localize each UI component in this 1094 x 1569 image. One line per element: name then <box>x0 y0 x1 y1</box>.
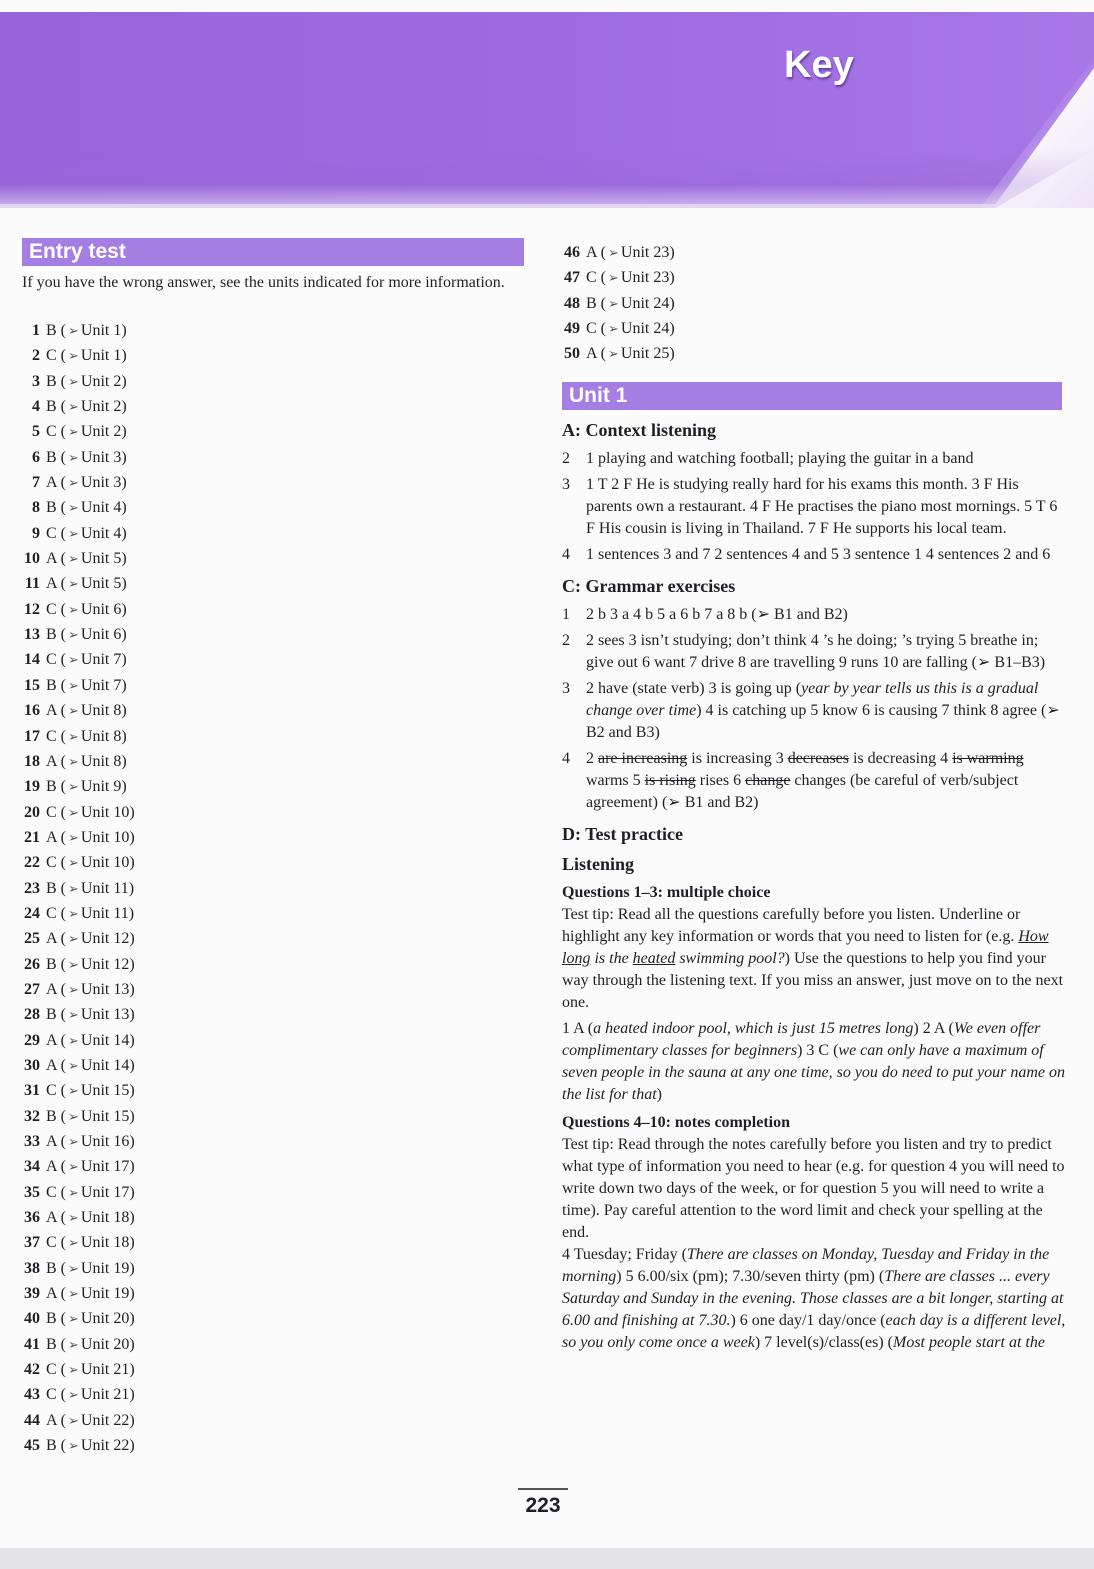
unit-reference: Unit 1 <box>80 322 122 339</box>
unit-reference: Unit 19 <box>80 1259 130 1277</box>
list-item: 3 1 T 2 F He is studying really hard for his exams this month. 3 F His parents own a restaurant. 4 F He practises the piano most mornings. 5 T 6 F His cousin is living in Thailand. 7 F He supports his local team. <box>562 476 1058 537</box>
questions-4-10-heading: Questions 4–10: notes completion <box>562 1114 790 1131</box>
answer-row: 37 C ( ➢ Unit 18) <box>0 1230 300 1255</box>
answer-letter: B <box>46 879 57 897</box>
question-number: 6 <box>32 448 40 466</box>
pointer-icon: ➢ <box>68 475 79 491</box>
answer-letter: C <box>46 524 57 542</box>
unit-reference: Unit 17 <box>80 1158 130 1176</box>
unit-reference: Unit 15 <box>80 1082 130 1100</box>
answer-letter: C <box>46 347 57 365</box>
pointer-icon: ➢ <box>68 753 79 769</box>
unit-reference: Unit 6 <box>80 600 122 618</box>
unit-reference: Unit 18 <box>80 1209 130 1227</box>
question-number: 32 <box>24 1107 40 1125</box>
answer-letter: C <box>46 1386 57 1404</box>
answer-letter: C <box>46 423 57 441</box>
unit-reference: Unit 2 <box>80 398 122 416</box>
question-number: 1 <box>32 322 40 339</box>
answer-letter: A <box>46 752 57 770</box>
pointer-icon: ➢ <box>68 956 79 972</box>
answer-letter: B <box>46 1437 57 1455</box>
answer-letter: C <box>46 651 57 669</box>
answer-row: 29 A ( ➢ Unit 14) <box>0 1028 300 1053</box>
unit-reference: Unit 22 <box>80 1437 130 1455</box>
question-number: 29 <box>24 1031 40 1049</box>
question-number: 46 <box>564 244 580 261</box>
question-number: 28 <box>24 1006 40 1024</box>
answer-row: 28 B ( ➢ Unit 13) <box>0 1002 300 1027</box>
answer-letter: C <box>586 269 597 287</box>
unit-reference: Unit 21 <box>80 1386 130 1404</box>
pointer-icon: ➢ <box>68 981 79 997</box>
answer-letter: A <box>46 550 57 568</box>
unit-reference: Unit 9 <box>80 778 122 796</box>
pointer-icon: ➢ <box>68 1007 79 1023</box>
pointer-icon: ➢ <box>68 551 79 567</box>
answer-letter: A <box>46 1133 57 1150</box>
pointer-icon: ➢ <box>68 1412 79 1428</box>
unit-reference: Unit 18 <box>80 1234 130 1252</box>
unit-reference: Unit 8 <box>80 727 122 745</box>
answer-row: 17 C ( ➢ Unit 8) <box>0 724 300 749</box>
answer-row: 10 A ( ➢ Unit 5) <box>0 546 300 571</box>
unit-reference: Unit 8 <box>80 702 122 720</box>
question-number: 43 <box>24 1386 40 1404</box>
answer-letter: A <box>586 345 597 363</box>
pointer-icon: ➢ <box>68 1336 79 1352</box>
pointer-icon: ➢ <box>68 1159 79 1175</box>
unit-reference: Unit 2 <box>80 423 122 441</box>
question-number: 23 <box>24 879 40 897</box>
question-number: 50 <box>564 345 580 363</box>
answer-row: 46 A ( ➢ Unit 23) <box>548 240 848 265</box>
answer-row: 14 C ( ➢ Unit 7) <box>0 647 300 672</box>
pointer-icon: ➢ <box>68 1387 79 1403</box>
answer-letter: C <box>46 727 57 745</box>
answer-row: 13 B ( ➢ Unit 6) <box>0 622 300 647</box>
answer-letter: A <box>46 980 57 998</box>
answer-letter: B <box>46 778 57 796</box>
question-number: 24 <box>24 904 40 922</box>
question-number: 20 <box>24 803 40 821</box>
answer-row: 31 C ( ➢ Unit 15) <box>0 1078 300 1103</box>
question-number: 26 <box>24 955 40 973</box>
question-number: 27 <box>24 980 40 998</box>
entry-test-answers-right <box>548 240 848 367</box>
pointer-icon: ➢ <box>68 627 79 643</box>
unit-reference: Unit 11 <box>80 904 129 922</box>
unit-1-heading: Unit 1 <box>562 382 1062 410</box>
answer-row: 30 A ( ➢ Unit 14) <box>0 1053 300 1078</box>
pointer-icon: ➢ <box>68 804 79 820</box>
unit-reference: Unit 24 <box>620 294 670 312</box>
answer-letter: A <box>46 1411 57 1429</box>
unit-reference: Unit 19 <box>80 1285 130 1303</box>
question-number: 15 <box>24 676 40 694</box>
pointer-icon: ➢ <box>68 348 79 364</box>
unit-reference: Unit 11 <box>80 879 129 897</box>
question-number: 19 <box>24 778 40 796</box>
answer-letter: B <box>46 676 57 694</box>
unit-reference: Unit 4 <box>80 524 122 542</box>
pointer-icon: ➢ <box>608 295 619 311</box>
answer-letter: B <box>46 1006 57 1024</box>
answer-letter: B <box>586 294 597 312</box>
answer-row: 35 C ( ➢ Unit 17) <box>0 1180 300 1205</box>
question-number: 30 <box>24 1056 40 1074</box>
answer-letter: A <box>46 1285 57 1303</box>
list-item: 2 1 playing and watching football; playing the guitar in a band <box>562 450 974 467</box>
question-number: 4 <box>32 398 40 416</box>
answers-4-7: 4 Tuesday; Friday (There are classes on Monday, Tuesday and Friday in the morning) 5 6.00/six (pm); 7.30/seven thirty (pm) (There are classes ... every Saturday and Sunday in the evening. Those classes are a bit longer, starting at 6.00 and finishing at 7.30.) 6 one day/1 day/once (each day is a different level, so you only come once a week) 7 level(s)/class(es) (Most people start at the <box>562 1246 1066 1351</box>
answer-row: 8 B ( ➢ Unit 4) <box>0 495 300 520</box>
question-number: 49 <box>564 320 580 338</box>
pointer-icon: ➢ <box>68 1134 79 1149</box>
unit-reference: Unit 22 <box>80 1411 130 1429</box>
unit-reference: Unit 16 <box>80 1133 130 1150</box>
list-item: 3 2 have (state verb) 3 is going up (year by year tells us this is a gradual change over time) 4 is catching up 5 know 6 is causing 7 think 8 agree (➢ B2 and B3) <box>562 680 1060 741</box>
answer-letter: A <box>46 702 57 720</box>
question-number: 17 <box>24 727 40 745</box>
answer-row: 36 A ( ➢ Unit 18) <box>0 1205 300 1230</box>
unit-reference: Unit 7 <box>80 676 122 694</box>
answer-letter: A <box>46 474 57 492</box>
answer-letter: A <box>46 1031 57 1049</box>
answer-row: 39 A ( ➢ Unit 19) <box>0 1281 300 1306</box>
answer-row: 22 C ( ➢ Unit 10) <box>0 850 300 875</box>
pointer-icon: ➢ <box>68 652 79 668</box>
unit-reference: Unit 10 <box>80 854 130 872</box>
pointer-icon: ➢ <box>608 245 619 260</box>
pointer-icon: ➢ <box>68 373 79 389</box>
question-number: 10 <box>24 550 40 568</box>
pointer-icon: ➢ <box>68 905 79 921</box>
entry-test-answers-left <box>0 318 300 1458</box>
answer-row: 16 A ( ➢ Unit 8) <box>0 698 300 723</box>
entry-test-heading: Entry test <box>22 238 524 266</box>
answer-row: 19 B ( ➢ Unit 9) <box>0 774 300 799</box>
question-number: 39 <box>24 1285 40 1303</box>
question-number: 31 <box>24 1082 40 1100</box>
unit-reference: Unit 5 <box>80 550 122 568</box>
question-number: 40 <box>24 1310 40 1328</box>
answer-row: 27 A ( ➢ Unit 13) <box>0 977 300 1002</box>
answer-row: 32 B ( ➢ Unit 15) <box>0 1104 300 1129</box>
unit-reference: Unit 4 <box>80 499 122 517</box>
answer-row: 1 B ( ➢ Unit 1) <box>0 318 300 343</box>
pointer-icon: ➢ <box>68 931 79 947</box>
answer-row: 24 C ( ➢ Unit 11) <box>0 901 300 926</box>
unit-reference: Unit 7 <box>80 651 122 669</box>
unit-reference: Unit 13 <box>80 980 130 998</box>
answer-letter: B <box>46 372 57 390</box>
answer-letter: C <box>46 1082 57 1100</box>
pointer-icon: ➢ <box>68 728 79 744</box>
answer-letter: A <box>46 1209 57 1227</box>
answer-letter: B <box>46 1335 57 1353</box>
answer-row: 26 B ( ➢ Unit 12) <box>0 952 300 977</box>
answer-row: 3 B ( ➢ Unit 2) <box>0 369 300 394</box>
question-number: 13 <box>24 626 40 644</box>
question-number: 22 <box>24 854 40 872</box>
pointer-icon: ➢ <box>68 779 79 795</box>
question-number: 14 <box>24 651 40 669</box>
answer-row: 21 A ( ➢ Unit 10) <box>0 825 300 850</box>
question-number: 33 <box>24 1133 40 1150</box>
answer-row: 6 B ( ➢ Unit 3) <box>0 445 300 470</box>
answer-row: 50 A ( ➢ Unit 25) <box>548 341 848 366</box>
answer-letter: A <box>46 1056 57 1074</box>
pointer-icon: ➢ <box>68 399 79 415</box>
question-number: 2 <box>32 347 40 365</box>
test-tip-2: Test tip: Read through the notes carefully before you listen and try to predict what type of information you need to hear (e.g. for question 4 you will need to write down two days of the week, or for question 5 you will need to write a time). Pay careful attention to the word limit and check your spelling at the end. <box>562 1136 1065 1241</box>
answer-row: 41 B ( ➢ Unit 20) <box>0 1332 300 1357</box>
unit-reference: Unit 10 <box>80 828 130 846</box>
questions-1-3-heading: Questions 1–3: multiple choice <box>562 884 771 901</box>
question-number: 44 <box>24 1411 40 1429</box>
pointer-icon: ➢ <box>68 500 79 516</box>
pointer-icon: ➢ <box>68 323 79 338</box>
answer-row: 12 C ( ➢ Unit 6) <box>0 597 300 622</box>
page-title: Key <box>784 44 854 86</box>
answer-letter: B <box>46 1259 57 1277</box>
answer-letter: C <box>46 1183 57 1201</box>
unit-reference: Unit 24 <box>620 320 670 338</box>
answer-row: 23 B ( ➢ Unit 11) <box>0 876 300 901</box>
question-number: 35 <box>24 1183 40 1201</box>
answer-row: 2 C ( ➢ Unit 1) <box>0 343 300 368</box>
answer-row: 25 A ( ➢ Unit 12) <box>0 926 300 951</box>
answer-letter: C <box>46 600 57 618</box>
answer-letter: B <box>46 955 57 973</box>
answer-letter: C <box>586 320 597 338</box>
answer-row: 5 C ( ➢ Unit 2) <box>0 419 300 444</box>
unit-1-content <box>562 418 1067 1354</box>
unit-reference: Unit 1 <box>80 347 122 365</box>
question-number: 25 <box>24 930 40 948</box>
answer-letter: B <box>46 626 57 644</box>
unit-reference: Unit 21 <box>80 1361 130 1379</box>
unit-reference: Unit 10 <box>80 803 130 821</box>
entry-test-intro: If you have the wrong answer, see the units indicated for more information. <box>22 274 505 291</box>
answer-row: 42 C ( ➢ Unit 21) <box>0 1357 300 1382</box>
pointer-icon: ➢ <box>68 829 79 845</box>
pointer-icon: ➢ <box>608 321 619 337</box>
answer-letter: C <box>46 1361 57 1379</box>
answer-row: 44 A ( ➢ Unit 22) <box>0 1408 300 1433</box>
pointer-icon: ➢ <box>608 346 619 362</box>
question-number: 18 <box>24 752 40 770</box>
answer-row: 45 B ( ➢ Unit 22) <box>0 1433 300 1458</box>
pointer-icon: ➢ <box>68 880 79 896</box>
answer-row: 43 C ( ➢ Unit 21) <box>0 1382 300 1407</box>
answer-letter: B <box>46 1310 57 1328</box>
banner-shading <box>0 150 1094 208</box>
test-practice-heading: D: Test practice <box>562 824 683 844</box>
question-number: 16 <box>24 702 40 720</box>
pointer-icon: ➢ <box>608 270 619 286</box>
listening-heading: Listening <box>562 854 635 874</box>
question-number: 5 <box>32 423 40 441</box>
answer-row: 48 B ( ➢ Unit 24) <box>548 291 848 316</box>
pointer-icon: ➢ <box>68 1286 79 1302</box>
list-item: 2 2 sees 3 isn’t studying; don’t think 4 ’s he doing; ’s trying 5 breathe in; give out 6 want 7 drive 8 are travelling 9 runs 10 are falling (➢ B1–B3) <box>562 632 1046 671</box>
answer-letter: B <box>46 398 57 416</box>
answer-row: 49 C ( ➢ Unit 24) <box>548 316 848 341</box>
answer-letter: A <box>586 244 597 261</box>
answer-letter: B <box>46 322 57 339</box>
question-number: 42 <box>24 1361 40 1379</box>
answer-row: 34 A ( ➢ Unit 17) <box>0 1154 300 1179</box>
answer-row: 33 A ( ➢ Unit 16) <box>0 1129 300 1154</box>
answer-letter: C <box>46 904 57 922</box>
answer-row: 38 B ( ➢ Unit 19) <box>0 1256 300 1281</box>
unit-reference: Unit 3 <box>80 448 122 466</box>
answer-letter: C <box>46 1234 57 1252</box>
answer-letter: A <box>46 930 57 948</box>
question-number: 45 <box>24 1437 40 1455</box>
list-item: 1 2 b 3 a 4 b 5 a 6 b 7 a 8 b (➢ B1 and B2) <box>562 606 848 623</box>
unit-reference: Unit 20 <box>80 1310 130 1328</box>
bottom-margin <box>0 1548 1094 1569</box>
pointer-icon: ➢ <box>68 1057 79 1073</box>
pointer-icon: ➢ <box>68 424 79 440</box>
question-number: 48 <box>564 294 580 312</box>
question-number: 47 <box>564 269 580 287</box>
question-number: 41 <box>24 1335 40 1353</box>
answer-row: 18 A ( ➢ Unit 8) <box>0 749 300 774</box>
question-number: 11 <box>24 575 40 593</box>
pointer-icon: ➢ <box>68 1311 79 1327</box>
answer-letter: B <box>46 499 57 517</box>
answer-letter: C <box>46 854 57 872</box>
pointer-icon: ➢ <box>68 1083 79 1099</box>
pointer-icon: ➢ <box>68 601 79 617</box>
unit-reference: Unit 23 <box>620 244 670 261</box>
list-item: 4 1 sentences 3 and 7 2 sentences 4 and 5 3 sentence 1 4 sentences 2 and 6 <box>562 546 1051 563</box>
unit-reference: Unit 23 <box>620 269 670 287</box>
page-number: 223 <box>518 1488 568 1518</box>
answer-row: 4 B ( ➢ Unit 2) <box>0 394 300 419</box>
question-number: 21 <box>24 828 40 846</box>
unit-reference: Unit 17 <box>80 1183 130 1201</box>
answer-letter: A <box>46 1158 57 1176</box>
pointer-icon: ➢ <box>68 855 79 871</box>
answer-row: 47 C ( ➢ Unit 23) <box>548 265 848 290</box>
unit-reference: Unit 20 <box>80 1335 130 1353</box>
pointer-icon: ➢ <box>68 1362 79 1378</box>
answer-row: 9 C ( ➢ Unit 4) <box>0 521 300 546</box>
question-number: 38 <box>24 1259 40 1277</box>
pointer-icon: ➢ <box>68 1438 79 1454</box>
answer-letter: A <box>46 575 57 593</box>
pointer-icon: ➢ <box>68 1032 79 1048</box>
question-number: 37 <box>24 1234 40 1252</box>
pointer-icon: ➢ <box>68 1184 79 1200</box>
pointer-icon: ➢ <box>68 449 79 465</box>
answers-1-3: 1 A (a heated indoor pool, which is just 15 metres long) 2 A (We even offer complimentary classes for beginners) 3 C (we can only have a maximum of seven people in the sauna at any one time, so you do need to put your name on the list for that) <box>562 1020 1065 1103</box>
unit-reference: Unit 12 <box>80 930 130 948</box>
pointer-icon: ➢ <box>68 1235 79 1251</box>
question-number: 7 <box>32 474 40 492</box>
question-number: 12 <box>24 600 40 618</box>
answer-row: 20 C ( ➢ Unit 10) <box>0 800 300 825</box>
unit-reference: Unit 3 <box>80 474 122 492</box>
test-tip-1: Test tip: Read all the questions carefully before you listen. Underline or highlight any key information or words that you need to listen for (e.g. How long is the heated swimming pool?) Use the questions to help you find your way through the listening text. If you miss an answer, just move on to the next one. <box>562 906 1064 1011</box>
pointer-icon: ➢ <box>68 1108 79 1124</box>
pointer-icon: ➢ <box>68 1260 79 1276</box>
pointer-icon: ➢ <box>68 1210 79 1226</box>
unit-reference: Unit 8 <box>80 752 122 770</box>
list-item: 4 2 are increasing is increasing 3 decreases is decreasing 4 is warming warms 5 is rising rises 6 change changes (be careful of verb/subject agreement) (➢ B1 and B2) <box>562 750 1024 811</box>
answer-row: 15 B ( ➢ Unit 7) <box>0 673 300 698</box>
unit-reference: Unit 15 <box>80 1107 130 1125</box>
question-number: 36 <box>24 1209 40 1227</box>
answer-row: 7 A ( ➢ Unit 3) <box>0 470 300 495</box>
question-number: 34 <box>24 1158 40 1176</box>
grammar-exercises-heading: C: Grammar exercises <box>562 576 736 596</box>
answer-row: 40 B ( ➢ Unit 20) <box>0 1306 300 1331</box>
context-listening-heading: A: Context listening <box>562 420 716 440</box>
question-number: 8 <box>32 499 40 517</box>
answer-letter: A <box>46 828 57 846</box>
pointer-icon: ➢ <box>68 525 79 541</box>
answer-letter: B <box>46 1107 57 1125</box>
pointer-icon: ➢ <box>68 576 79 592</box>
answer-row: 11 A ( ➢ Unit 5) <box>0 571 300 596</box>
pointer-icon: ➢ <box>68 677 79 693</box>
unit-reference: Unit 14 <box>80 1056 130 1074</box>
unit-reference: Unit 25 <box>620 345 670 363</box>
unit-reference: Unit 6 <box>80 626 122 644</box>
question-number: 9 <box>32 524 40 542</box>
unit-reference: Unit 13 <box>80 1006 130 1024</box>
pointer-icon: ➢ <box>68 703 79 719</box>
unit-reference: Unit 12 <box>80 955 130 973</box>
unit-reference: Unit 14 <box>80 1031 130 1049</box>
unit-reference: Unit 5 <box>80 575 122 593</box>
unit-reference: Unit 2 <box>80 372 122 390</box>
question-number: 3 <box>32 372 40 390</box>
answer-letter: B <box>46 448 57 466</box>
answer-letter: C <box>46 803 57 821</box>
